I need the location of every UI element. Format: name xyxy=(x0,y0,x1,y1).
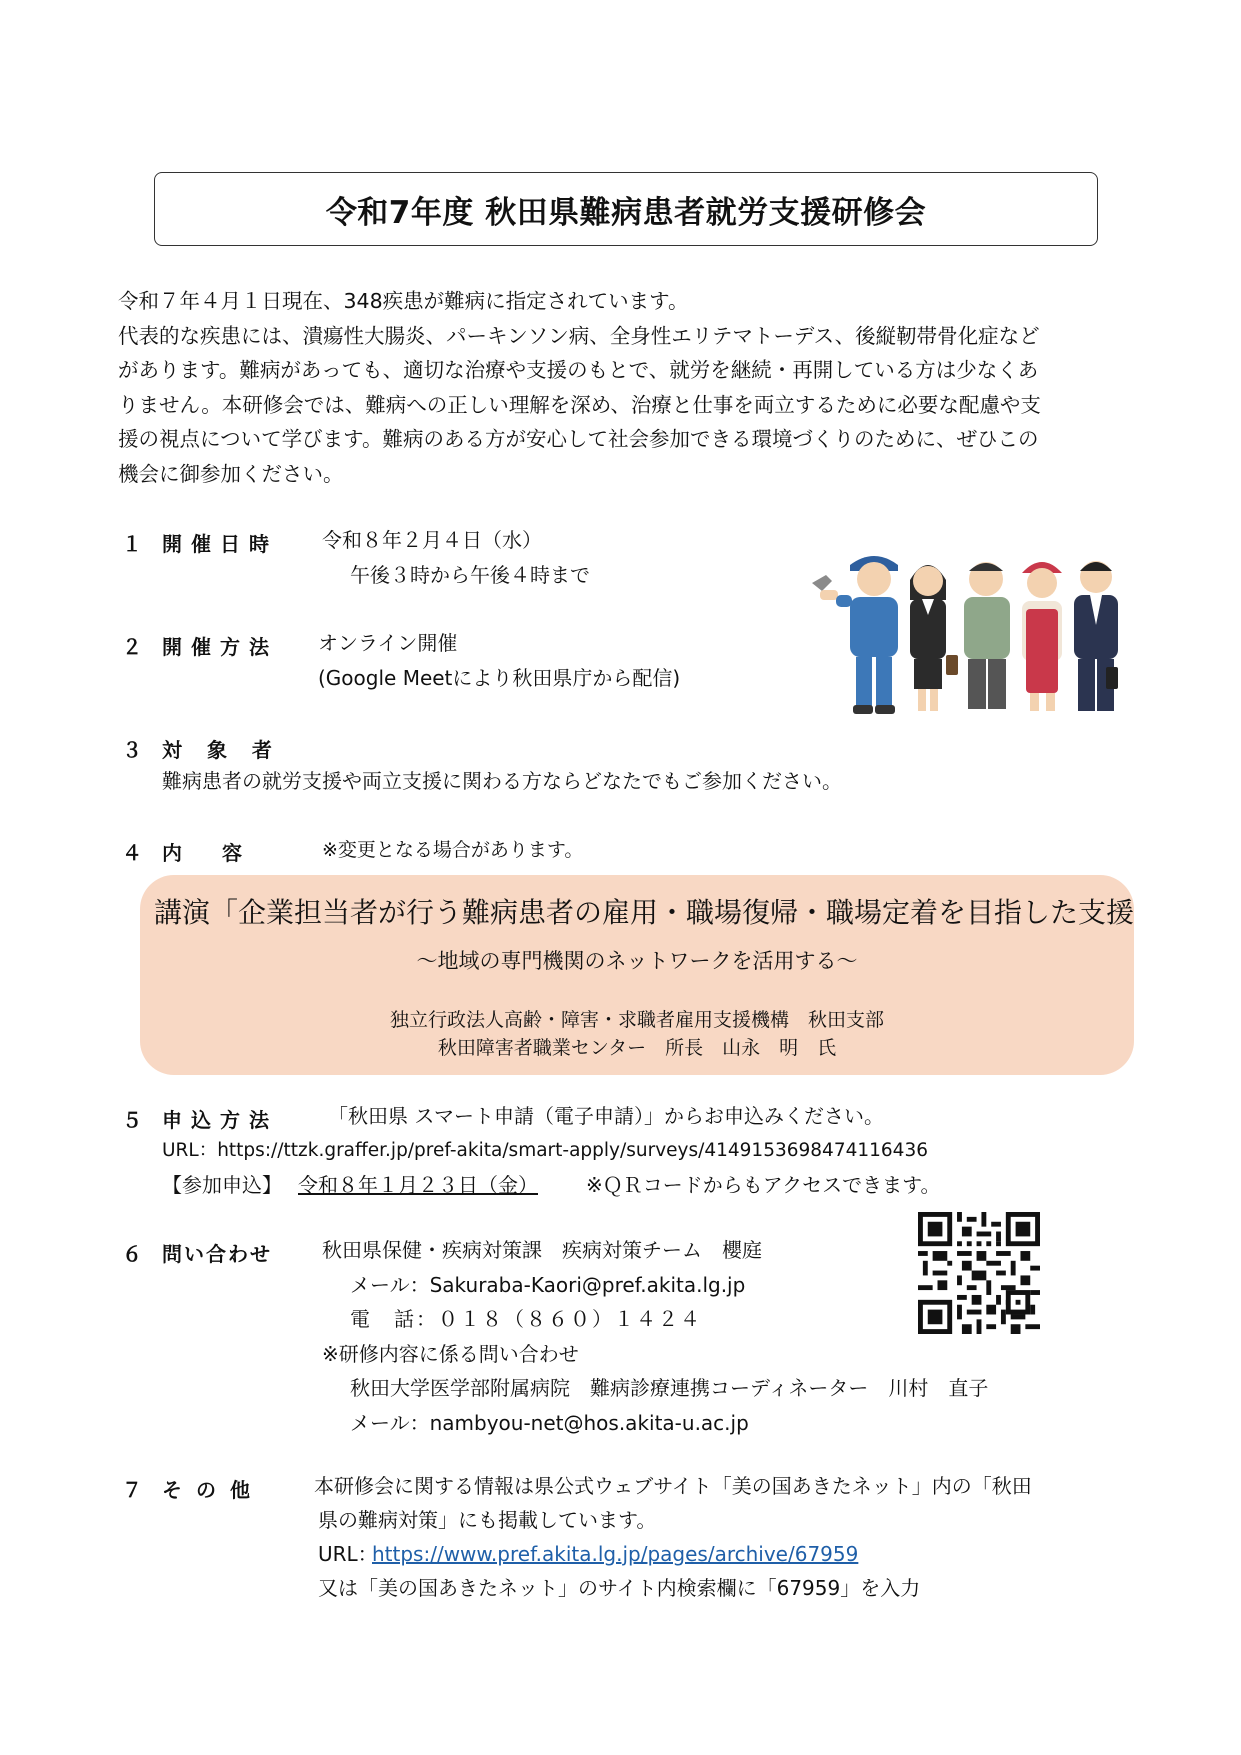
content-note: ※変更となる場合があります。 xyxy=(322,839,584,861)
event-time: 午後３時から午後４時まで xyxy=(350,563,590,587)
page-title: 令和7年度 秋田県難病患者就労支援研修会 xyxy=(325,194,927,231)
lecture-subtitle: ～地域の専門機関のネットワークを活用する～ xyxy=(416,949,858,973)
coordinator-contact: 秋田大学医学部附属病院 難病診療連携コーディネーター 川村 直子 xyxy=(350,1376,989,1400)
section-3-number: ３ xyxy=(122,738,142,762)
section-7-number: ７ xyxy=(122,1478,142,1502)
office-woman-figure xyxy=(910,565,958,711)
qr-note: ※ＱＲコードからもアクセスできます。 xyxy=(586,1173,941,1197)
section-1-label: 開催日時 xyxy=(162,532,278,556)
intro-line: 令和７年４月１日現在、348疾患が難病に指定されています。 xyxy=(118,289,689,313)
intro-line: りません。本研修会では、難病への正しい理解を深め、治療と仕事を両立するために必要な配慮や支 xyxy=(118,392,1041,417)
contact-phone: 電 話：０１８（８６０）１４２４ xyxy=(350,1307,702,1331)
speaker-name: 秋田障害者職業センター 所長 山永 明 氏 xyxy=(437,1037,837,1059)
site-search-instruction: 又は「美の国あきたネット」のサイト内検索欄に「67959」を入力 xyxy=(318,1576,921,1600)
section-4-label: 内 容 xyxy=(162,841,242,865)
target-audience: 難病患者の就労支援や両立支援に関わる方ならどなたでもご参加ください。 xyxy=(162,769,842,793)
lecture-box xyxy=(140,875,1134,1075)
section-2-number: ２ xyxy=(122,635,142,659)
coordinator-email[interactable]: メール：nambyou-net@hos.akita-u.ac.jp xyxy=(350,1411,749,1435)
section-5-number: ５ xyxy=(122,1108,142,1132)
qr-code-icon[interactable] xyxy=(918,1212,1040,1334)
contact-email[interactable]: メール：Sakuraba-Kaori@pref.akita.lg.jp xyxy=(350,1273,746,1297)
section-5-label: 申込方法 xyxy=(162,1108,278,1132)
website-url-prefix: URL： xyxy=(318,1542,378,1566)
intro-line: 代表的な疾患には、潰瘍性大腸炎、パーキンソン病、全身性エリテマトーデス、後縦靭帯骨化症など xyxy=(118,323,1040,348)
event-method-detail: (Google Meetにより秋田県庁から配信) xyxy=(318,666,681,690)
title-box xyxy=(154,172,1098,246)
content-inquiry-note: ※研修内容に係る問い合わせ xyxy=(322,1342,579,1366)
mechanic-figure xyxy=(812,556,898,714)
intro-line: 援の視点について学びます。難病のある方が安心して社会参加できる環境づくりのために、ぜひこの xyxy=(118,427,1039,451)
application-instruction: 「秋田県 スマート申請（電子申請）」からお申込みください。 xyxy=(328,1104,884,1128)
section-6-label: 問い合わせ xyxy=(162,1242,272,1266)
workers-illustration xyxy=(800,535,1120,735)
section-3-label: 対 象 者 xyxy=(162,738,281,762)
deadline-label: 【参加申込】 xyxy=(162,1173,282,1197)
section-6-number: ６ xyxy=(122,1242,142,1266)
other-info-line: 県の難病対策」にも掲載しています。 xyxy=(318,1508,657,1532)
speaker-organization: 独立行政法人高齢・障害・求職者雇用支援機構 秋田支部 xyxy=(389,1009,884,1031)
event-date: 令和８年２月４日（水） xyxy=(322,528,542,552)
intro-line: 機会に御参加ください。 xyxy=(118,461,344,486)
section-1-number: １ xyxy=(122,532,142,556)
section-2-label: 開催方法 xyxy=(162,635,278,659)
section-7-label: その他 xyxy=(162,1478,264,1502)
deadline-date: 令和８年１月２３日（金） xyxy=(298,1173,538,1197)
intro-line: があります。難病があっても、適切な治療や支援のもとで、就労を継続・再開している方は少なくあ xyxy=(118,358,1039,382)
event-method: オンライン開催 xyxy=(318,631,458,655)
application-url[interactable]: URL：https://ttzk.graffer.jp/pref-akita/smart-apply/surveys/4149153698474116436 xyxy=(162,1140,928,1161)
website-url-link[interactable]: https://www.pref.akita.lg.jp/pages/archive/67959 xyxy=(372,1542,859,1566)
lecture-title: 講演「企業担当者が行う難病患者の雇用・職場復帰・職場定着を目指した支援 xyxy=(154,896,1135,929)
apron-woman-figure xyxy=(1022,562,1062,711)
contact-department: 秋田県保健・疾病対策課 疾病対策チーム 櫻庭 xyxy=(322,1238,762,1262)
older-man-figure xyxy=(964,562,1010,709)
other-info-line: 本研修会に関する情報は県公式ウェブサイト「美の国あきたネット」内の「秋田 xyxy=(314,1474,1032,1498)
section-4-number: ４ xyxy=(122,841,142,865)
office-man-figure xyxy=(1074,561,1118,711)
intro-paragraph xyxy=(118,284,1128,491)
